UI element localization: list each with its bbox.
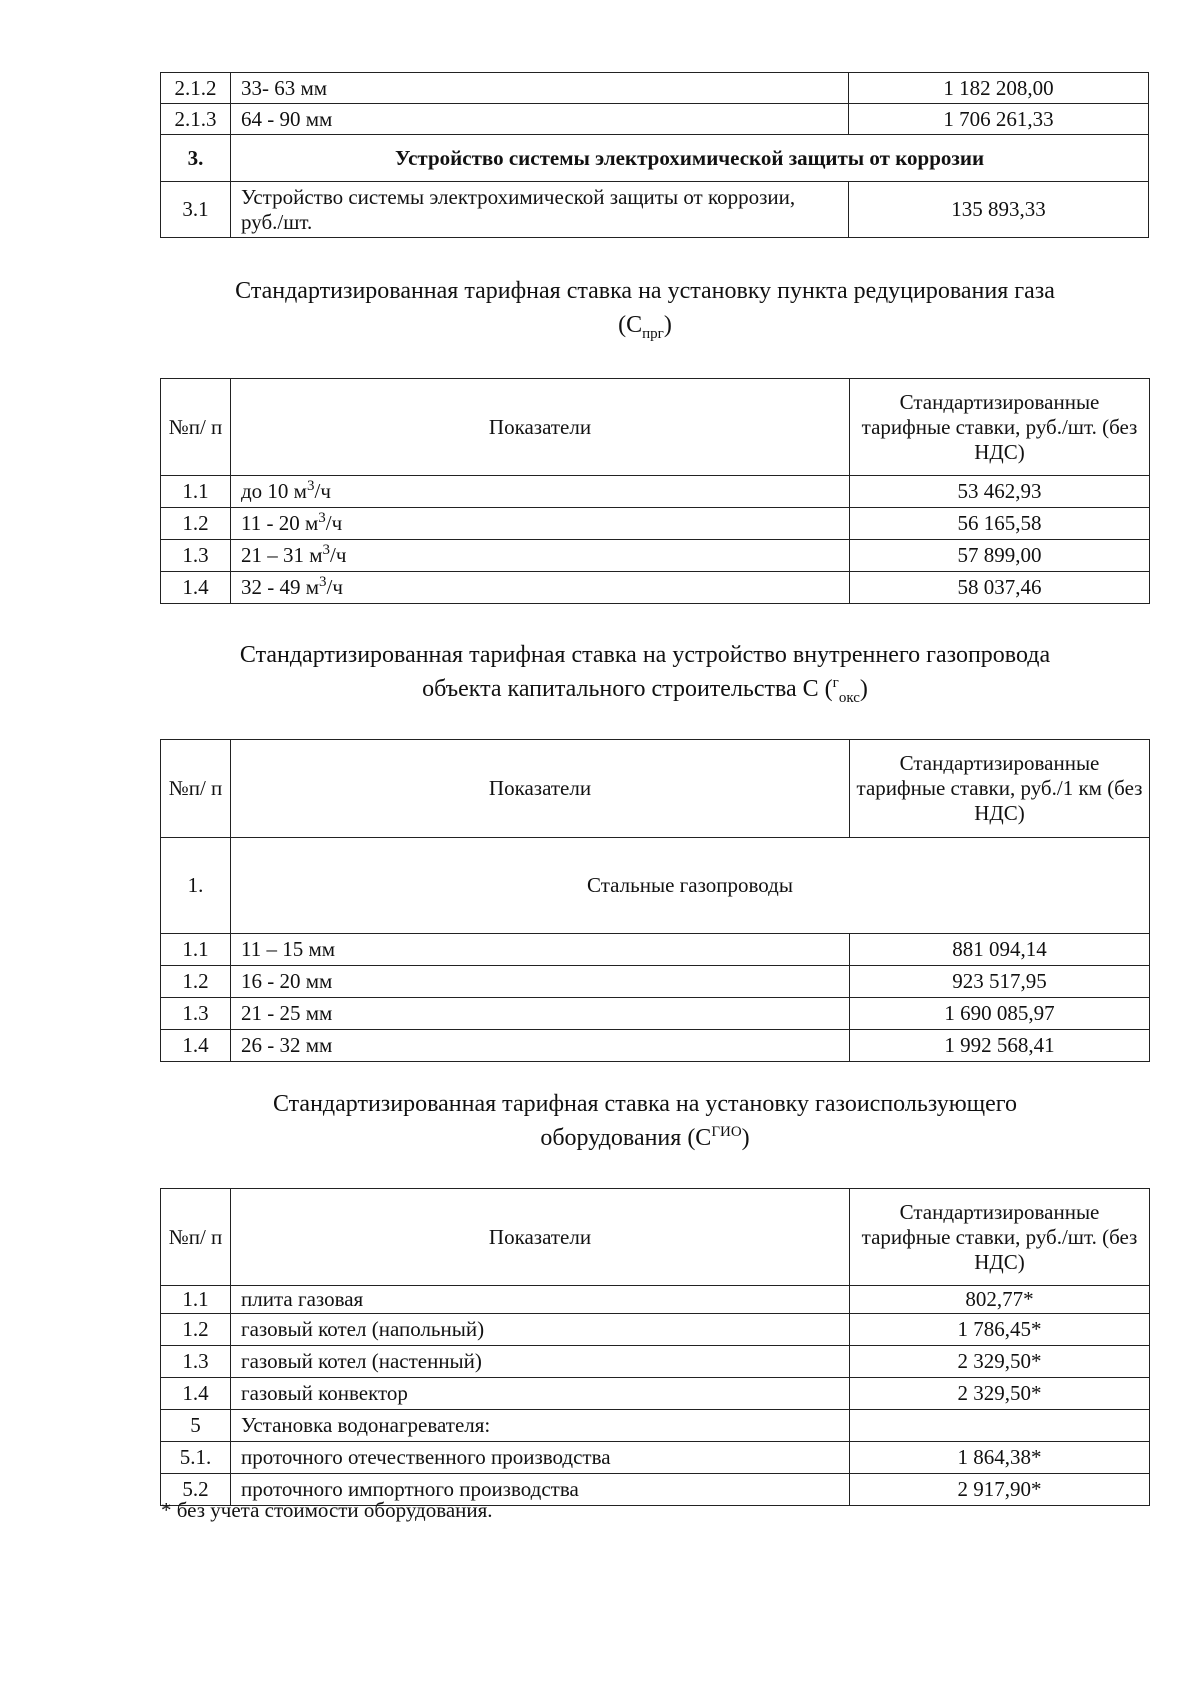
title-line: объекта капитального строительства С ($^г_{окс}$) [422, 675, 868, 706]
section-title: Стальные газопроводы [231, 838, 1150, 934]
row-number: 1.2 [161, 1314, 231, 1346]
row-value: 1 864,38* [850, 1442, 1150, 1474]
row-indicator: до 10 $м^3/ч$ [231, 476, 850, 508]
row-indicator: 21 – 31 $м^3/ч$ [231, 540, 850, 572]
row-number: 1.4 [161, 1378, 231, 1410]
table-row [161, 1286, 1150, 1314]
title-line: Стандартизированная тарифная ставка на установку газоиспользующего [272, 1091, 1018, 1117]
section-row [161, 135, 1149, 182]
table-prg [160, 378, 1150, 604]
row-value: 1 690 085,97 [850, 998, 1150, 1030]
row-number: 1.2 [161, 966, 231, 998]
row-indicator: газовый конвектор [231, 1378, 850, 1410]
title-symbol: $(С_{прг})$ [618, 312, 672, 342]
row-value [850, 1410, 1150, 1442]
table-row [161, 998, 1150, 1030]
row-value: 57 899,00 [850, 540, 1150, 572]
row-number: 3.1 [161, 182, 231, 238]
row-number: 2.1.2 [161, 73, 231, 104]
row-indicator: проточного импортного производства [231, 1474, 850, 1506]
row-indicator: 21 - 25 мм [231, 998, 850, 1030]
row-indicator: 64 - 90 мм [231, 104, 849, 135]
row-number: 1.4 [161, 1030, 231, 1062]
row-number: 1.1 [161, 1286, 231, 1314]
header-value: Стандартизированные тарифные ставки, руб./1 км (без НДС) [850, 740, 1150, 838]
table-row [161, 476, 1150, 508]
table-row [161, 1378, 1150, 1410]
row-number: 5.1. [161, 1442, 231, 1474]
title-line: Стандартизированная тарифная ставка на установку пункта редуцирования газа [235, 278, 1055, 304]
table-row [161, 508, 1150, 540]
table-row [161, 1442, 1150, 1474]
table-row [161, 182, 1149, 238]
row-value: 58 037,46 [850, 572, 1150, 604]
header-number: №п/ п [161, 740, 231, 838]
row-indicator: Установка водонагревателя: [231, 1410, 850, 1442]
row-value: 2 917,90* [850, 1474, 1150, 1506]
row-number: 1.3 [161, 998, 231, 1030]
table-gio [160, 1188, 1150, 1506]
header-value: Стандартизированные тарифные ставки, руб./шт. (без НДС) [850, 379, 1150, 476]
row-number: 1.1 [161, 934, 231, 966]
row-indicator: 16 - 20 мм [231, 966, 850, 998]
table-row [161, 934, 1150, 966]
section-title: Устройство системы электрохимической защиты от коррозии [231, 135, 1149, 182]
table-row [161, 73, 1149, 104]
header-indicator: Показатели [231, 1189, 850, 1286]
section-title-prg [150, 274, 1140, 342]
table-top [160, 72, 1149, 238]
table-row [161, 1346, 1150, 1378]
header-number: №п/ п [161, 1189, 231, 1286]
row-indicator: 11 - 20 $м^3/ч$ [231, 508, 850, 540]
table-row [161, 540, 1150, 572]
footnote: * без учета стоимости оборудования. [161, 1498, 493, 1522]
row-indicator: 33- 63 мм [231, 73, 849, 104]
table-row [161, 1314, 1150, 1346]
row-value: 2 329,50* [850, 1378, 1150, 1410]
row-number: 2.1.3 [161, 104, 231, 135]
table-header [161, 740, 1150, 838]
table-row [161, 1410, 1150, 1442]
section-title-oks [150, 638, 1140, 706]
table-row [161, 966, 1150, 998]
row-value: 1 182 208,00 [849, 73, 1149, 104]
section-number: 3. [161, 135, 231, 182]
title-line: Стандартизированная тарифная ставка на устройство внутреннего газопровода [239, 642, 1051, 668]
row-number: 5 [161, 1410, 231, 1442]
table-oks [160, 739, 1150, 1062]
row-indicator: 11 – 15 мм [231, 934, 850, 966]
row-value: 1 786,45* [850, 1314, 1150, 1346]
row-indicator: Устройство системы электрохимической защиты от коррозии, руб./шт. [231, 182, 849, 238]
row-indicator: 26 - 32 мм [231, 1030, 850, 1062]
table-header [161, 379, 1150, 476]
table-row [161, 1030, 1150, 1062]
header-indicator: Показатели [231, 379, 850, 476]
section-number: 1. [161, 838, 231, 934]
row-indicator: проточного отечественного производства [231, 1442, 850, 1474]
row-value: 56 165,58 [850, 508, 1150, 540]
row-number: 1.3 [161, 1346, 231, 1378]
row-indicator: газовый котел (напольный) [231, 1314, 850, 1346]
row-number: 5.2 [161, 1474, 231, 1506]
row-value: 53 462,93 [850, 476, 1150, 508]
row-number: 1.1 [161, 476, 231, 508]
row-value: 135 893,33 [849, 182, 1149, 238]
row-value: 1 992 568,41 [850, 1030, 1150, 1062]
header-number: №п/ п [161, 379, 231, 476]
row-value: 923 517,95 [850, 966, 1150, 998]
row-number: 1.4 [161, 572, 231, 604]
row-indicator: плита газовая [231, 1286, 850, 1314]
title-line: оборудования $(С^{ГИО})$ [540, 1124, 750, 1151]
table-row [161, 104, 1149, 135]
row-value: 1 706 261,33 [849, 104, 1149, 135]
table-row [161, 572, 1150, 604]
table-header [161, 1189, 1150, 1286]
row-value: 802,77* [850, 1286, 1150, 1314]
header-indicator: Показатели [231, 740, 850, 838]
row-indicator: 32 - 49 $м^3/ч$ [231, 572, 850, 604]
row-number: 1.3 [161, 540, 231, 572]
section-row [161, 838, 1150, 934]
header-value: Стандартизированные тарифные ставки, руб./шт. (без НДС) [850, 1189, 1150, 1286]
row-number: 1.2 [161, 508, 231, 540]
row-value: 881 094,14 [850, 934, 1150, 966]
row-indicator: газовый котел (настенный) [231, 1346, 850, 1378]
section-title-gio [150, 1087, 1140, 1155]
row-value: 2 329,50* [850, 1346, 1150, 1378]
